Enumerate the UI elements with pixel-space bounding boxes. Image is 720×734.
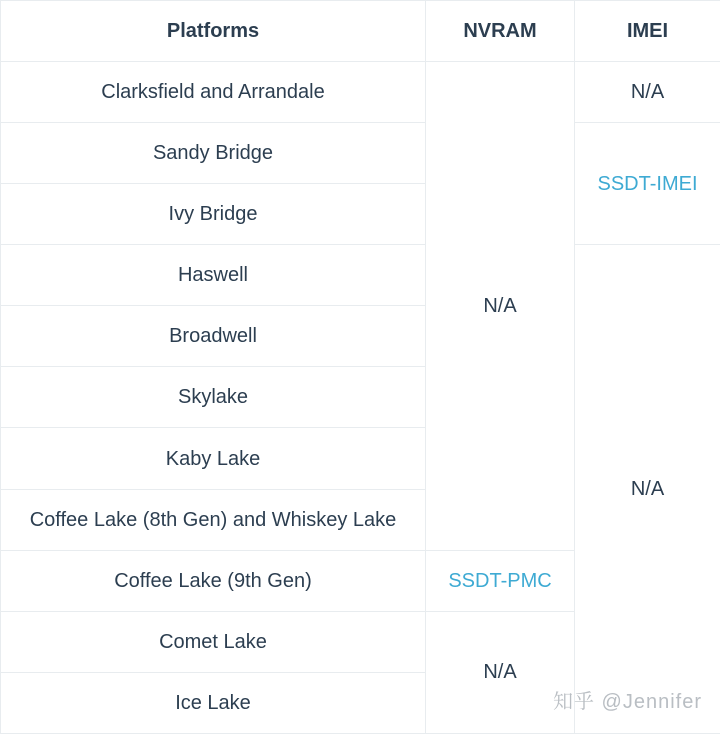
platform-cell: Comet Lake [1,611,426,672]
platform-cell: Ice Lake [1,672,426,733]
platform-cell: Clarksfield and Arrandale [1,62,426,123]
table-row [1,123,720,184]
platform-cell: Broadwell [1,306,426,367]
platform-cell: Sandy Bridge [1,123,426,184]
header-nvram: NVRAM [426,1,575,62]
platform-cell: Ivy Bridge [1,184,426,245]
platform-cell: Kaby Lake [1,428,426,489]
imei-ssdt-link[interactable]: SSDT-IMEI [575,123,720,245]
imei-cell: N/A [575,62,720,123]
table-header-row [1,1,720,62]
table-row [1,245,720,306]
watermark-text: 知乎 @Jennifer [552,691,702,713]
nvram-ssdt-link[interactable]: SSDT-PMC [426,550,575,611]
nvram-cell: N/A [426,611,575,733]
platform-cell: Coffee Lake (9th Gen) [1,550,426,611]
table-row [1,62,720,123]
header-imei: IMEI [575,1,720,62]
platform-cell: Haswell [1,245,426,306]
header-platforms: Platforms [1,1,426,62]
platform-cell: Skylake [1,367,426,428]
nvram-cell: N/A [426,62,575,551]
imei-cell: N/A [575,245,720,734]
platform-cell: Coffee Lake (8th Gen) and Whiskey Lake [1,489,426,550]
